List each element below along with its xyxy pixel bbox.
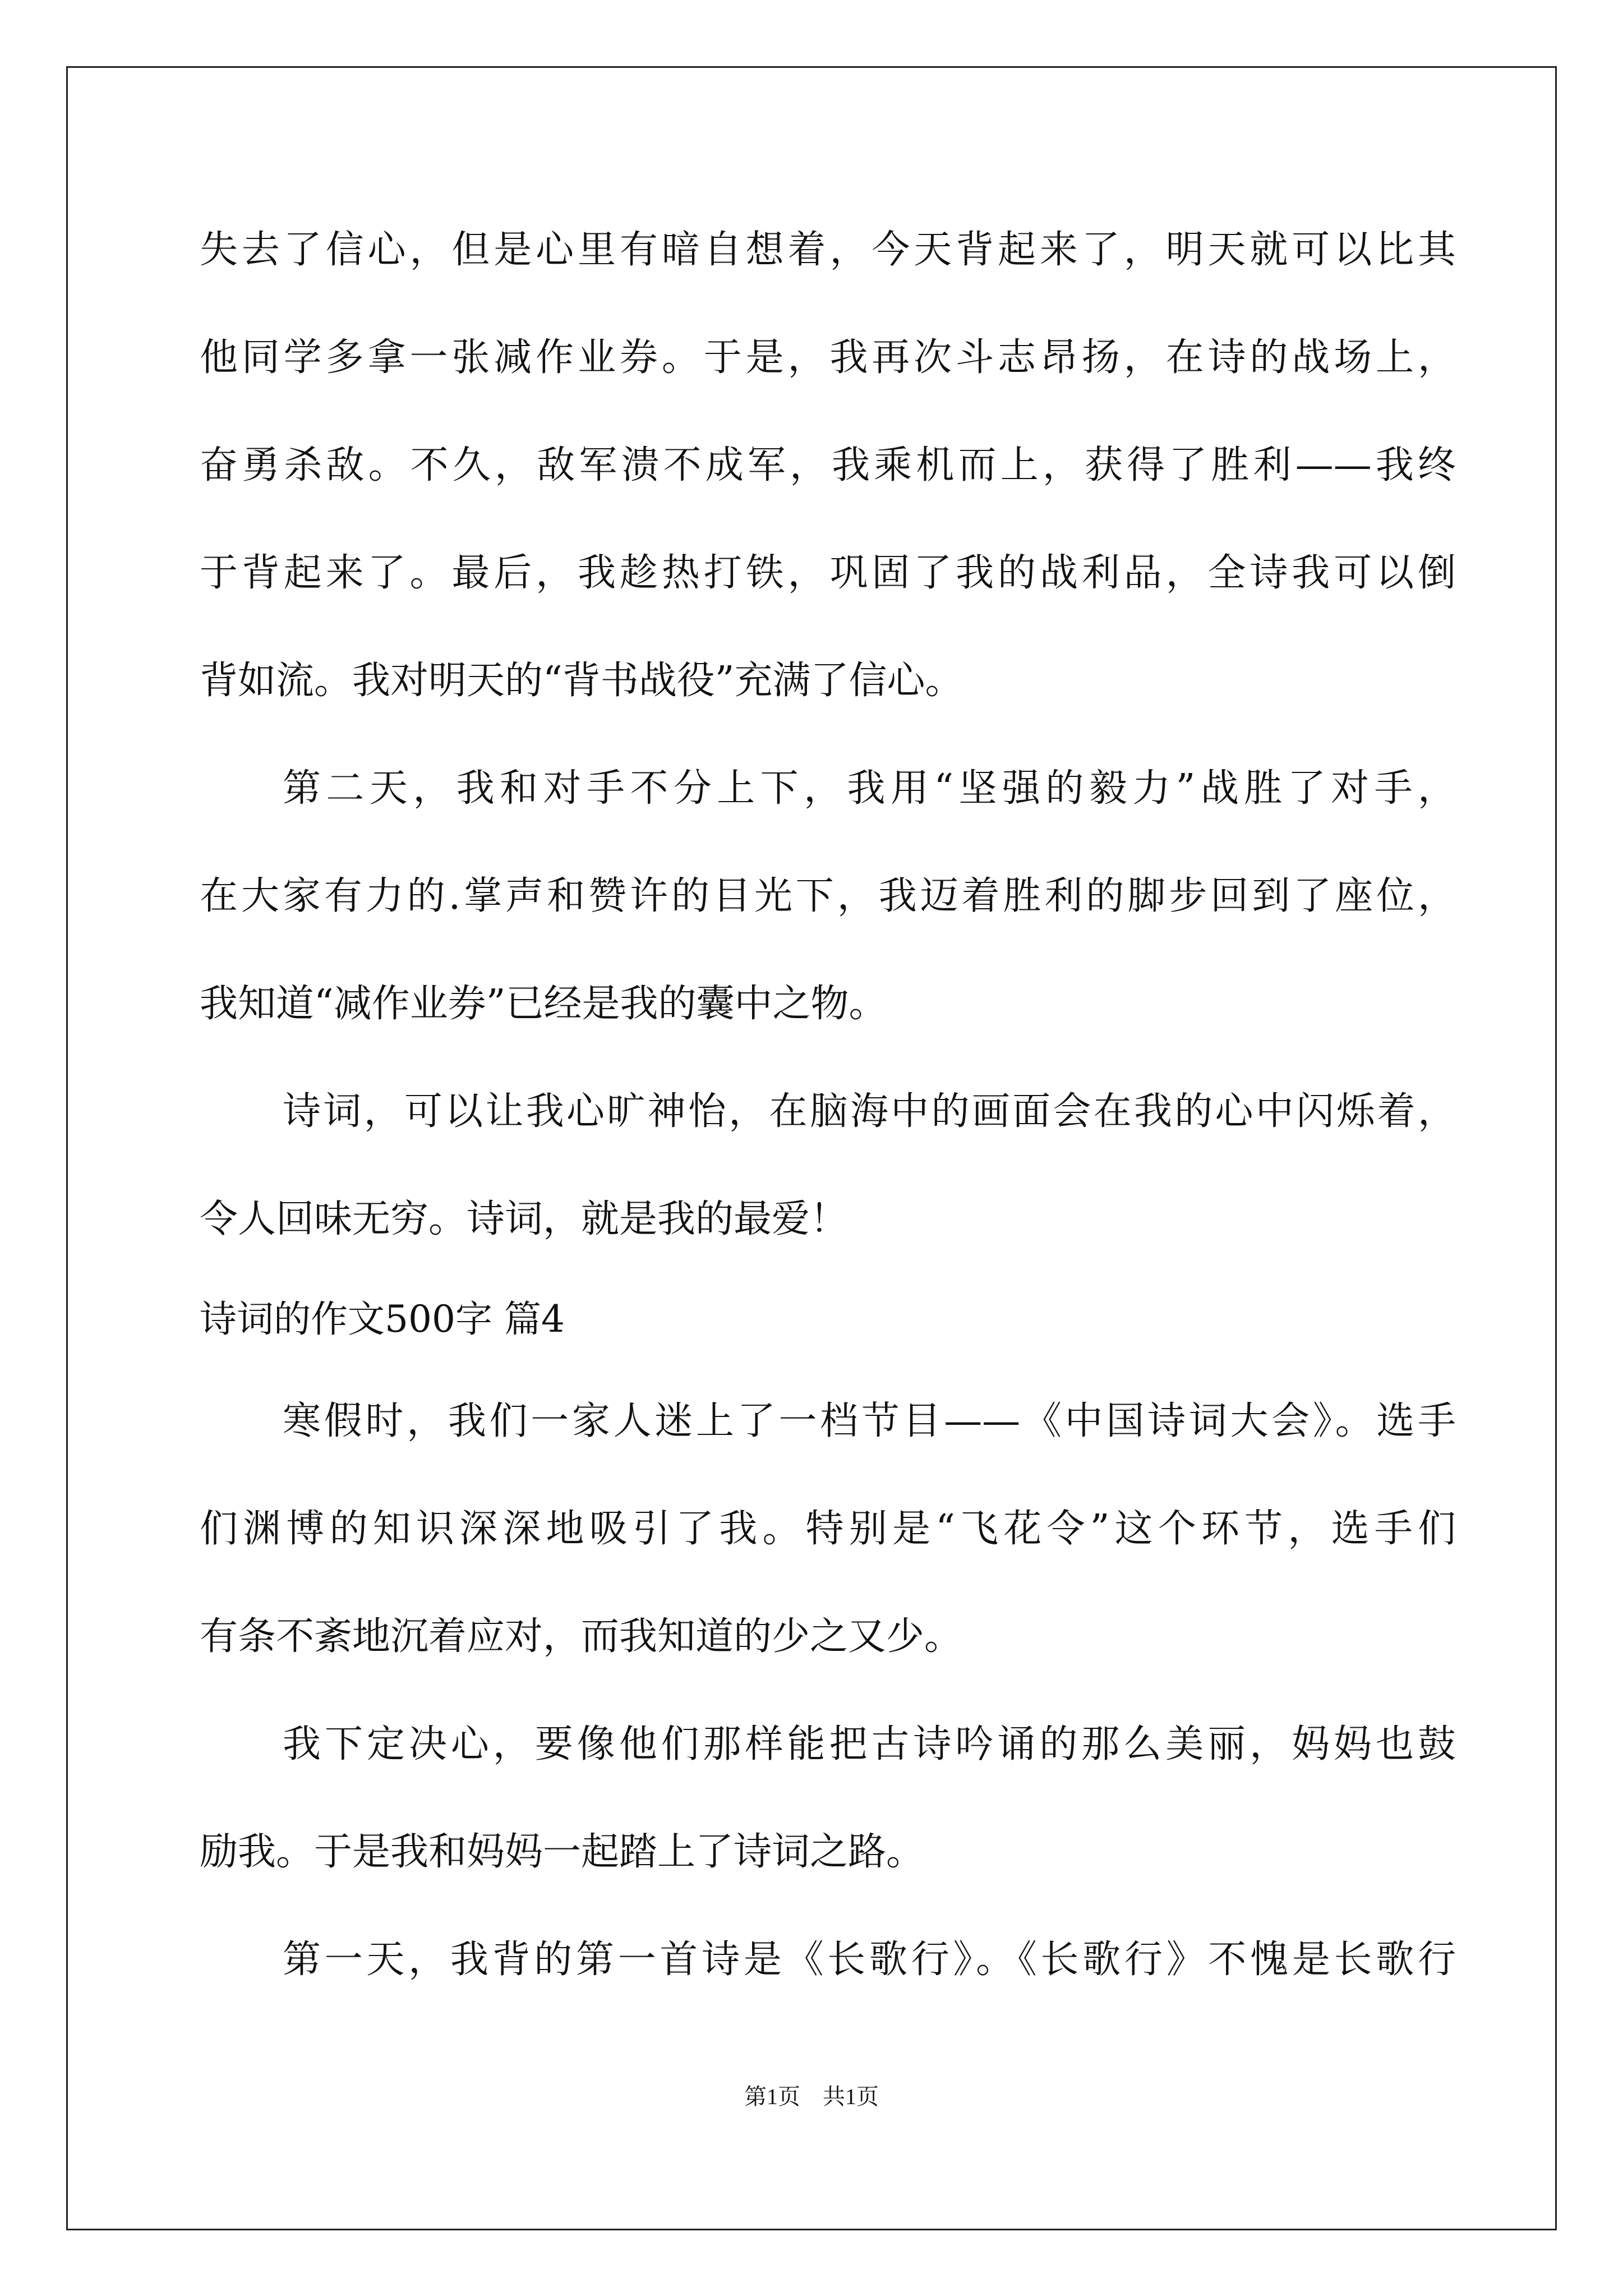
paragraph-line: 在大家有力的.掌声和赞许的目光下，我迈着胜利的脚步回到了座位，	[200, 874, 1456, 918]
paragraph-line: 于背起来了。最后，我趁热打铁，巩固了我的战利品，全诗我可以倒	[200, 551, 1456, 595]
paragraph-line: 背如流。我对明天的“背书战役”充满了信心。	[200, 659, 963, 703]
paragraph-line: 们渊博的知识深深地吸引了我。特别是“飞花令”这个环节，选手们	[200, 1507, 1456, 1551]
paragraph-line: 励我。于是我和妈妈一起踏上了诗词之路。	[200, 1830, 925, 1874]
paragraph-line: 第一天，我背的第一首诗是《长歌行》。《长歌行》不愧是长歌行	[283, 1938, 1456, 1982]
paragraph-line: 我下定决心，要像他们那样能把古诗吟诵的那么美丽，妈妈也鼓	[283, 1722, 1456, 1766]
paragraph-line: 令人回味无穷。诗词，就是我的最爱！	[200, 1197, 849, 1241]
paragraph-line: 第二天，我和对手不分上下，我用“坚强的毅力”战胜了对手，	[283, 766, 1456, 811]
paragraph-line: 有条不紊地沉着应对，而我知道的少之又少。	[200, 1614, 963, 1659]
paragraph-line: 失去了信心，但是心里有暗自想着，今天背起来了，明天就可以比其	[200, 228, 1456, 272]
paragraph-line: 奋勇杀敌。不久，敌军溃不成军，我乘机而上，获得了胜利——我终	[200, 443, 1456, 487]
paragraph-line: 我知道“减作业券”已经是我的囊中之物。	[200, 982, 887, 1026]
section-heading: 诗词的作文500字 篇4	[200, 1297, 565, 1341]
page-border	[66, 66, 1557, 2230]
paragraph-line: 诗词，可以让我心旷神怡，在脑海中的画面会在我的心中闪烁着，	[283, 1089, 1456, 1134]
paragraph-line: 寒假时，我们一家人迷上了一档节目——《中国诗词大会》。选手	[283, 1399, 1456, 1443]
paragraph-line: 他同学多拿一张减作业券。于是，我再次斗志昂扬，在诗的战场上，	[200, 335, 1456, 380]
page-footer: 第1页 共1页	[744, 2084, 879, 2109]
